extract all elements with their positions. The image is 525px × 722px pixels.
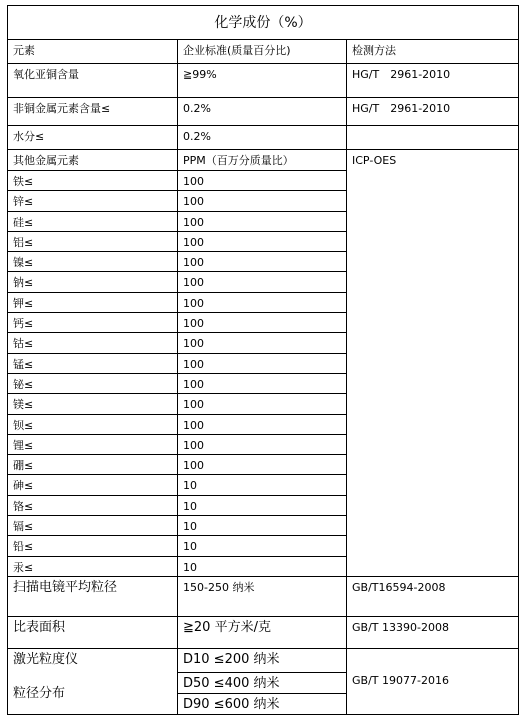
laser-label <box>8 648 178 714</box>
metal-element: 硅≤ <box>8 211 178 231</box>
laser-d90: D90 ≤600 纳米 <box>178 693 347 714</box>
row-method: HG/T 2961-2010 <box>347 64 519 98</box>
metal-value: 100 <box>178 272 347 292</box>
table-body <box>8 6 519 715</box>
metal-element: 铝≤ <box>8 231 178 251</box>
row-standard: 150-250 纳米 <box>178 576 347 616</box>
row-element: 比表面积 <box>8 616 178 648</box>
table-title: 化学成份（%） <box>8 6 519 40</box>
row-standard: 0.2% <box>178 126 347 150</box>
metal-element: 铬≤ <box>8 495 178 515</box>
table-row <box>8 576 519 616</box>
metal-element: 铋≤ <box>8 373 178 393</box>
metal-value: 100 <box>178 171 347 191</box>
metal-element: 汞≤ <box>8 556 178 576</box>
table-row <box>8 616 519 648</box>
row-standard: 0.2% <box>178 98 347 126</box>
other-metals-method: ICP-OES <box>347 150 519 577</box>
table-row <box>8 98 519 126</box>
metal-value: 10 <box>178 536 347 556</box>
metal-value: 10 <box>178 495 347 515</box>
metal-element: 钠≤ <box>8 272 178 292</box>
laser-row <box>8 648 519 672</box>
row-element: 扫描电镜平均粒径 <box>8 576 178 616</box>
metal-element: 钡≤ <box>8 414 178 434</box>
metal-value: 100 <box>178 455 347 475</box>
metal-value: 10 <box>178 475 347 495</box>
other-metals-unit: PPM（百万分质量比） <box>178 150 347 171</box>
metal-element: 钾≤ <box>8 292 178 312</box>
metal-element: 硼≤ <box>8 455 178 475</box>
metal-element: 铁≤ <box>8 171 178 191</box>
header-element: 元素 <box>8 40 178 64</box>
metal-value: 100 <box>178 414 347 434</box>
header-row <box>8 40 519 64</box>
header-standard: 企业标准(质量百分比) <box>178 40 347 64</box>
row-element: 非铜金属元素含量≤ <box>8 98 178 126</box>
row-method: HG/T 2961-2010 <box>347 98 519 126</box>
metal-value: 100 <box>178 231 347 251</box>
metal-value: 100 <box>178 353 347 373</box>
other-metals-label: 其他金属元素 <box>8 150 178 171</box>
metal-value: 10 <box>178 516 347 536</box>
row-method: GB/T16594-2008 <box>347 576 519 616</box>
metal-value: 100 <box>178 434 347 454</box>
metal-element: 钙≤ <box>8 313 178 333</box>
metal-element: 镁≤ <box>8 394 178 414</box>
laser-label-line1: 激光粒度仪 <box>13 651 79 667</box>
table-row <box>8 64 519 98</box>
metal-value: 100 <box>178 373 347 393</box>
title-row <box>8 6 519 40</box>
row-element: 氧化亚铜含量 <box>8 64 178 98</box>
other-metals-row <box>8 150 519 171</box>
row-element: 水分≤ <box>8 126 178 150</box>
laser-d50: D50 ≤400 纳米 <box>178 672 347 693</box>
metal-element: 锰≤ <box>8 353 178 373</box>
table-row <box>8 126 519 150</box>
metal-value: 100 <box>178 211 347 231</box>
laser-method: GB/T 19077-2016 <box>347 648 519 714</box>
metal-value: 100 <box>178 191 347 211</box>
laser-d10: D10 ≤200 纳米 <box>178 648 347 672</box>
metal-value: 100 <box>178 252 347 272</box>
metal-element: 镉≤ <box>8 516 178 536</box>
header-method: 检测方法 <box>347 40 519 64</box>
metal-value: 100 <box>178 292 347 312</box>
row-standard: ≧99% <box>178 64 347 98</box>
metal-element: 砷≤ <box>8 475 178 495</box>
metal-value: 10 <box>178 556 347 576</box>
laser-label-line2: 粒径分布 <box>13 685 66 701</box>
metal-value: 100 <box>178 313 347 333</box>
metal-element: 锌≤ <box>8 191 178 211</box>
row-method <box>347 126 519 150</box>
metal-element: 钴≤ <box>8 333 178 353</box>
metal-element: 锂≤ <box>8 434 178 454</box>
chemical-composition-table <box>7 5 519 715</box>
metal-element: 铅≤ <box>8 536 178 556</box>
row-method: GB/T 13390-2008 <box>347 616 519 648</box>
row-standard: ≧20 平方米/克 <box>178 616 347 648</box>
metal-element: 镍≤ <box>8 252 178 272</box>
metal-value: 100 <box>178 333 347 353</box>
metal-value: 100 <box>178 394 347 414</box>
